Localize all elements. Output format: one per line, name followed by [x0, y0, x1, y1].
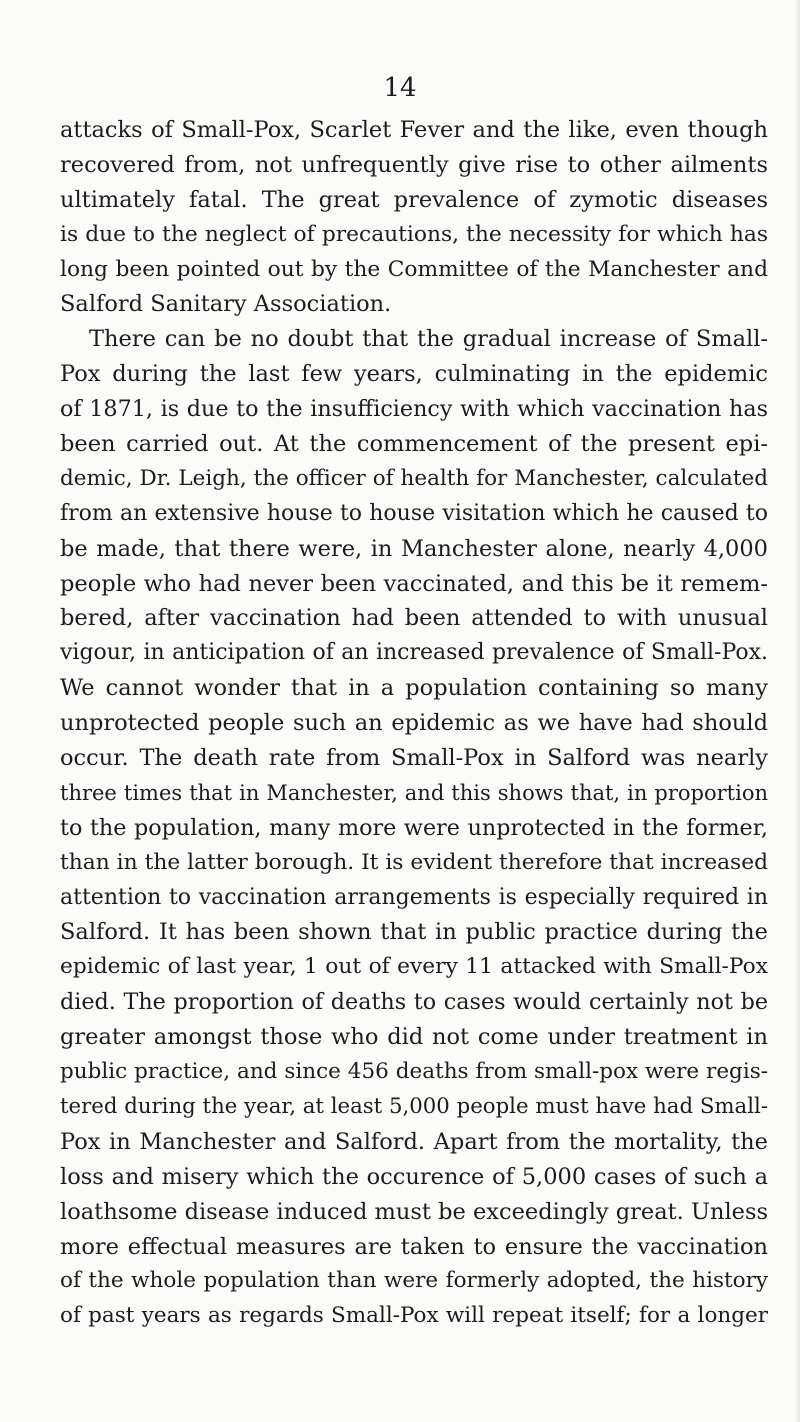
text-line: of past years as regards Small-Pox will repeat itself; for a longer	[60, 1303, 768, 1329]
text-line: Salford. It has been shown that in public practice during the	[60, 919, 768, 946]
text-line: bered, after vaccination had been attended to with unusual	[60, 605, 768, 632]
text-line: Salford Sanitary Association.	[60, 291, 392, 318]
text-line: attacks of Small-Pox, Scarlet Fever and the like, even though	[60, 117, 768, 143]
text-line: greater amongst those who did not come under treatment in	[60, 1024, 768, 1051]
text-line: three times that in Manchester, and this shows that, in proportion	[60, 780, 768, 805]
text-line: more effectual measures are taken to ensure the vaccination	[60, 1233, 768, 1260]
text-line: public practice, and since 456 deaths from small-pox were regis-	[60, 1059, 768, 1085]
text-line: be made, that there were, in Manchester alone, nearly 4,000	[60, 535, 768, 562]
text-line: than in the latter borough. It is evident therefore that increased	[60, 849, 768, 875]
text-line: to the population, many more were unprotected in the former,	[60, 814, 768, 841]
text-line: is due to the neglect of precautions, the necessity for which has	[60, 221, 768, 247]
text-line: Pox during the last few years, culminating in the epidemic	[60, 361, 768, 388]
text-line: people who had never been vaccinated, and this be it remem-	[60, 570, 768, 597]
text-line: loss and misery which the occurence of 5,000 cases of such a	[60, 1163, 768, 1190]
text-line: long been pointed out by the Committee of the Manchester and	[60, 256, 768, 282]
text-line: of 1871, is due to the insufficiency with which vaccination has	[60, 396, 768, 423]
body-text	[60, 113, 768, 1334]
text-line: died. The proportion of deaths to cases would certainly not be	[60, 989, 768, 1016]
page-edge-shadow	[794, 0, 800, 1422]
text-line: of the whole population than were formerly adopted, the history	[60, 1268, 768, 1294]
text-line: epidemic of last year, 1 out of every 11 attacked with Small-Pox	[60, 954, 768, 980]
text-line: recovered from, not unfrequently give rise to other ailments	[60, 151, 768, 178]
text-line: tered during the year, at least 5,000 people must have had Small-	[60, 1093, 768, 1119]
text-line: attention to vaccination arrangements is especially required in	[60, 884, 768, 910]
text-line: demic, Dr. Leigh, the officer of health for Manchester, calculated	[60, 465, 768, 491]
text-line: been carried out. At the commencement of the present epi-	[60, 431, 768, 458]
text-line: vigour, in anticipation of an increased prevalence of Small-Pox.	[60, 640, 768, 666]
text-line: unprotected people such an epidemic as we have had should	[60, 710, 768, 737]
page-number: 14	[383, 73, 417, 103]
text-line: occur. The death rate from Small-Pox in Salford was nearly	[60, 745, 768, 772]
text-line: We cannot wonder that in a population containing so many	[60, 675, 768, 702]
text-line: Pox in Manchester and Salford. Apart from the mortality, the	[60, 1128, 768, 1155]
text-line: from an extensive house to house visitation which he caused to	[60, 500, 768, 526]
text-line: loathsome disease induced must be exceedingly great. Unless	[60, 1198, 768, 1225]
text-line: ultimately fatal. The great prevalence of zymotic diseases	[60, 186, 768, 213]
paragraph-start-line: There can be no doubt that the gradual increase of Small-	[89, 326, 768, 353]
